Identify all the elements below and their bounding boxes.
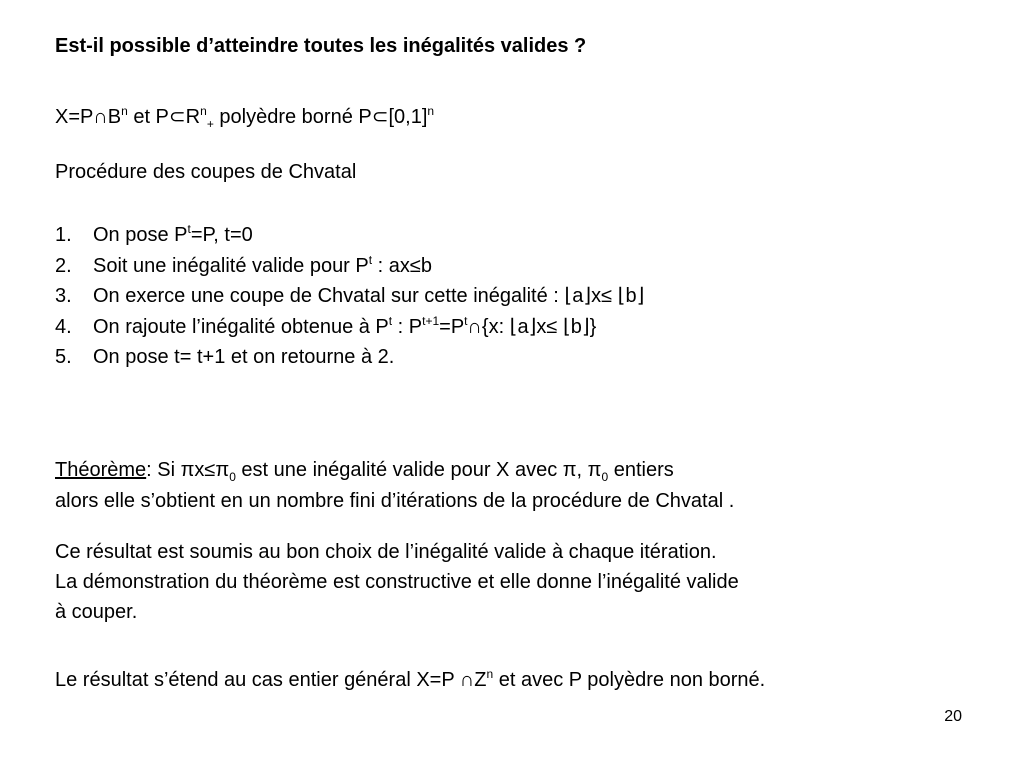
- subset-symbol: ⊂: [371, 106, 389, 128]
- step-text: =P: [439, 315, 465, 338]
- remark-line: Ce résultat est soumis au bon choix de l’inégalité valide à chaque itération.: [55, 541, 717, 563]
- step-text: =P, t=0: [190, 224, 253, 246]
- list-item: [55, 342, 644, 373]
- intersection-symbol: ∩: [93, 106, 108, 128]
- remark-line: La démonstration du théorème est constructive et elle donne l’inégalité valide: [55, 571, 739, 593]
- superscript: n: [121, 104, 128, 118]
- theorem-text: est une inégalité valide pour X avec π, π: [235, 459, 602, 481]
- step-number: 4.: [55, 315, 72, 338]
- def-text: R: [185, 106, 201, 128]
- step-number: 2.: [55, 254, 72, 277]
- superscript: n: [486, 667, 494, 681]
- theorem-line: [55, 458, 674, 482]
- theorem-text: : Si πx≤π: [146, 459, 230, 481]
- def-text: X=P: [55, 106, 94, 128]
- procedure-heading: Procédure des coupes de Chvatal: [55, 161, 357, 183]
- superscript: t: [187, 222, 191, 236]
- definition-line: [55, 105, 434, 129]
- list-item: [55, 312, 644, 343]
- step-text: Soit une inégalité valide pour P: [93, 254, 369, 277]
- extension-text: et avec P polyèdre non borné.: [493, 669, 766, 691]
- extension-text: Le résultat s’étend au cas entier général X=P ∩Z: [55, 669, 487, 691]
- subscript: +: [206, 117, 214, 131]
- superscript: t: [464, 313, 468, 328]
- step-text: On pose P: [93, 224, 188, 246]
- def-text: [0,1]: [388, 106, 428, 128]
- superscript: t: [368, 252, 373, 267]
- subscript: 0: [601, 470, 609, 484]
- superscript: t+1: [422, 313, 440, 328]
- superscript: n: [200, 104, 207, 118]
- procedure-steps: [55, 220, 644, 373]
- slide-title: Est-il possible d’atteindre toutes les inégalités valides ?: [55, 35, 587, 57]
- theorem-text: entiers: [608, 459, 674, 481]
- list-item: [55, 281, 644, 312]
- step-text: On pose t= t+1 et on retourne à 2.: [93, 346, 395, 368]
- step-text: : P: [392, 315, 423, 338]
- def-text: polyèdre borné P: [213, 106, 372, 128]
- def-text: B: [107, 106, 122, 128]
- def-text: et P: [127, 106, 169, 128]
- subscript: 0: [229, 470, 236, 484]
- remark-line: à couper.: [55, 601, 138, 623]
- extension-line: [55, 668, 765, 692]
- theorem-label: Théorème: [55, 459, 147, 481]
- list-item: [55, 251, 644, 282]
- list-item: [55, 220, 644, 251]
- subset-symbol: ⊂: [168, 106, 186, 128]
- superscript: t: [388, 313, 393, 328]
- step-number: 1.: [55, 224, 72, 246]
- step-text: : ax≤b: [372, 254, 432, 277]
- step-number: 3.: [55, 285, 72, 307]
- page-number: 20: [944, 708, 962, 725]
- theorem-conclusion: alors elle s’obtient en un nombre fini d’itérations de la procédure de Chvatal .: [55, 490, 735, 512]
- superscript: n: [427, 104, 435, 118]
- step-text: On exerce une coupe de Chvatal sur cette inégalité : ⌊a⌋x≤ ⌊b⌋: [93, 285, 645, 307]
- step-number: 5.: [55, 346, 72, 368]
- step-text: ∩{x: ⌊a⌋x≤ ⌊b⌋}: [467, 315, 597, 338]
- step-text: On rajoute l’inégalité obtenue à P: [93, 315, 389, 338]
